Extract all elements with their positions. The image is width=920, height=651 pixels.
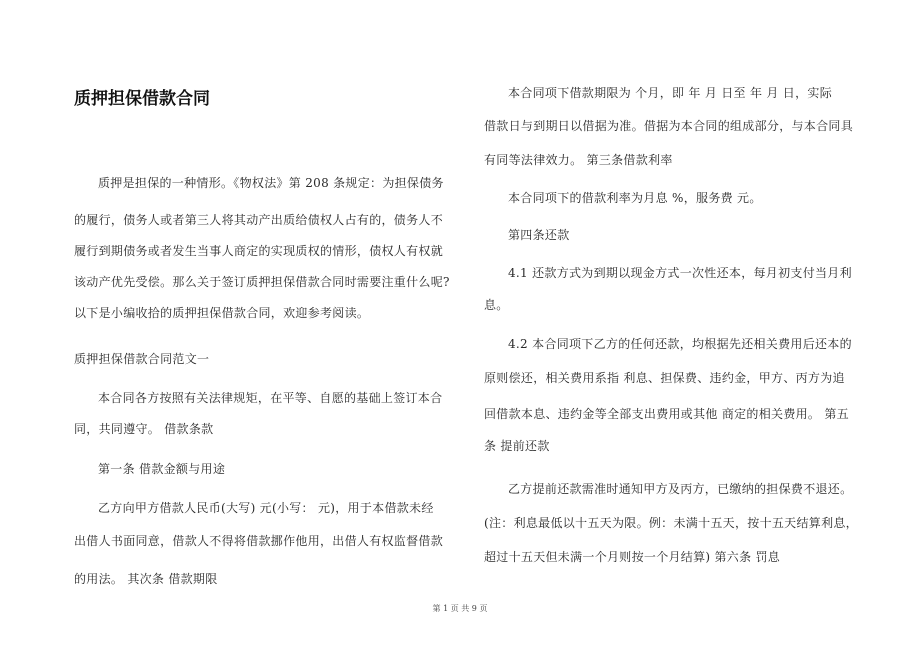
left-line: 质押担保借款合同范文一 xyxy=(74,352,210,366)
right-line: 乙方提前还款需准时通知甲方及丙方，已缴纳的担保费不退还。 xyxy=(508,482,853,496)
right-line: 本合同项下借款期限为 个月，即 年 月 日至 年 月 日，实际 xyxy=(508,86,833,100)
right-line: 回借款本息、违约金等全部支出费用或其他 商定的相关费用。 第五 xyxy=(484,407,849,421)
left-line: 以下是小编收拾的质押担保借款合同，欢迎参考阅读。 xyxy=(74,306,370,320)
right-line: 4.2 本合同项下乙方的任何还款，均根据先还相关费用后还本的 xyxy=(508,337,852,351)
right-line: 超过十五天但未满一个月则按一个月结算) 第六条 罚息 xyxy=(484,550,781,564)
left-line: 本合同各方按照有关法律规矩，在平等、自愿的基础上签订本合 xyxy=(98,391,443,405)
left-line: 该动产优先受偿。那么关于签订质押担保借款合同时需要注重什么呢? xyxy=(74,275,450,289)
right-line: 原则偿还，相关费用系指 利息、担保费、违约金，甲方、丙方为追 xyxy=(484,371,845,385)
left-line: 的用法。 其次条 借款期限 xyxy=(74,572,218,586)
right-line: (注：利息最低以十五天为限。例：未满十五天，按十五天结算利息， xyxy=(484,516,858,530)
right-line: 第四条还款 xyxy=(508,228,570,242)
right-line: 息。 xyxy=(484,298,509,312)
left-line: 第一条 借款金额与用途 xyxy=(98,462,226,476)
left-line: 同，共同遵守。 借款条款 xyxy=(74,422,214,436)
left-line: 出借人书面同意，借款人不得将借款挪作他用，出借人有权监督借款 xyxy=(74,534,444,548)
right-line: 借款日与到期日以借据为准。借据为本合同的组成部分，与本合同具 xyxy=(484,119,854,133)
right-line: 4.1 还款方式为到期以现金方式一次性还本，每月初支付当月利 xyxy=(508,266,852,280)
page-footer: 第 1 页 共 9 页 xyxy=(432,604,488,613)
left-line: 的履行，债务人或者第三人将其动产出质给债权人占有的，债务人不 xyxy=(74,213,444,227)
right-line: 有同等法律效力。 第三条借款利率 xyxy=(484,153,673,167)
left-line: 乙方向甲方借款人民币(大写) 元(小写： 元)，用于本借款未经 xyxy=(98,501,434,515)
document-title: 质押担保借款合同 xyxy=(74,89,210,109)
right-line: 本合同项下的借款利率为月息 %，服务费 元。 xyxy=(508,191,762,205)
left-line: 质押是担保的一种情形。《物权法》第 208 条规定：为担保债务 xyxy=(98,176,444,190)
left-line: 履行到期债务或者发生当事人商定的实现质权的情形，债权人有权就 xyxy=(74,244,444,258)
right-line: 条 提前还款 xyxy=(484,439,550,453)
